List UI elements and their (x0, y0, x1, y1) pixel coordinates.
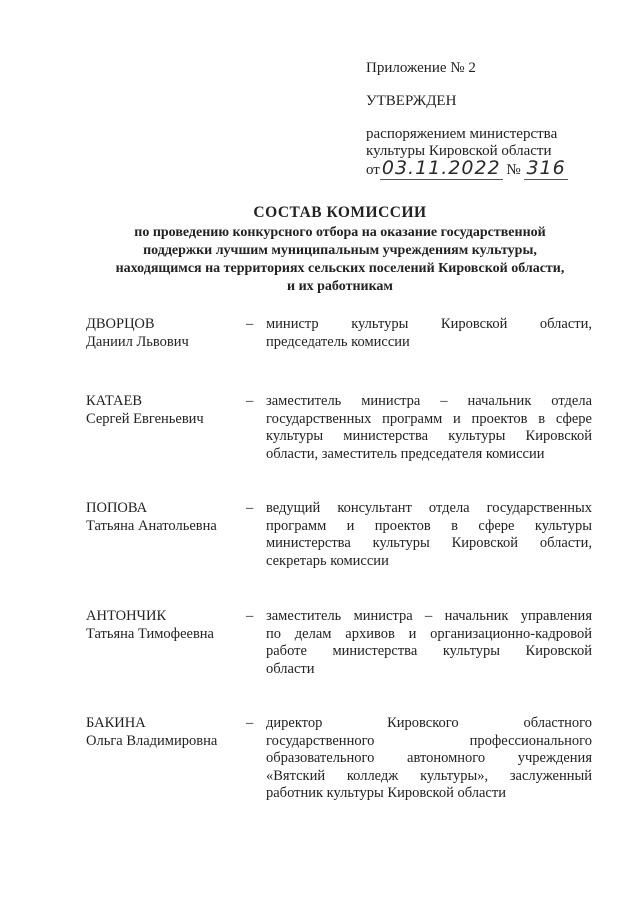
member-role (266, 316, 592, 351)
order-date-line (366, 157, 606, 179)
title-line-3: находящимся на территориях сельских поселений Кировской области, (115, 261, 565, 276)
role-line: председатель комиссии (266, 333, 410, 350)
role-line: образовательного автономного учреждения (266, 750, 592, 766)
approved-label: УТВЕРЖДЕН (366, 93, 457, 109)
member-dash: – (246, 608, 254, 624)
title-line-4: и их работникам (287, 279, 393, 294)
role-line: области (266, 660, 315, 677)
member-role (266, 500, 592, 570)
role-line: директор Кировского областного (266, 715, 592, 731)
member-surname: БАКИНА (86, 715, 146, 731)
member-name (86, 316, 236, 351)
order-line-2: культуры Кировской области (366, 143, 552, 159)
member-given-name: Даниил Львович (86, 333, 189, 350)
role-line: по делам архивов и организационно-кадровой (266, 625, 592, 642)
appendix-label: Приложение № 2 (366, 60, 476, 76)
title-line-2: поддержки лучшим муниципальным учреждениям культуры, (143, 243, 537, 258)
member-surname: ДВОРЦОВ (86, 316, 155, 332)
role-line: ведущий консультант отдела государственных (266, 500, 592, 516)
title-line-1: по проведению конкурсного отбора на оказание государственной (134, 225, 546, 240)
order-line-1: распоряжением министерства (366, 126, 558, 142)
member-name (86, 608, 236, 643)
member-name (86, 715, 236, 750)
member-given-name: Ольга Владимировна (86, 732, 218, 749)
member-dash: – (246, 393, 254, 409)
member-dash: – (246, 316, 254, 332)
member-name (86, 393, 236, 428)
role-line: секретарь комиссии (266, 552, 389, 569)
member-surname: КАТАЕВ (86, 393, 143, 409)
role-line: культуры министерства культуры Кировской (266, 428, 592, 444)
role-line: министр культуры Кировской области, (266, 316, 592, 332)
role-line: «Вятский колледж культуры», заслуженный (266, 767, 592, 784)
member-name (86, 500, 236, 535)
member-given-name: Татьяна Анатольевна (86, 517, 217, 534)
member-dash: – (246, 715, 254, 731)
member-role (266, 393, 592, 463)
member-surname: ПОПОВА (86, 500, 148, 516)
role-line: заместитель министра – начальник управления (266, 608, 592, 624)
role-line: программ и проектов в сфере культуры (266, 517, 592, 534)
approval-block (366, 60, 606, 179)
role-line: работе министерства культуры Кировской (266, 643, 592, 659)
date-prefix: от (366, 162, 380, 178)
member-role (266, 715, 592, 803)
member-given-name: Татьяна Тимофеевна (86, 625, 214, 642)
role-line: заместитель министра – начальник отдела (266, 393, 592, 409)
title-heading: СОСТАВ КОМИССИИ (253, 204, 427, 221)
member-given-name: Сергей Евгеньевич (86, 410, 204, 427)
handwritten-date: 03.11.2022 (381, 157, 501, 179)
role-line: области, заместитель председателя комиссии (266, 445, 545, 462)
member-surname: АНТОНЧИК (86, 608, 167, 624)
member-role (266, 608, 592, 678)
role-line: министерства культуры Кировской области, (266, 535, 592, 551)
role-line: государственного профессионального (266, 732, 592, 749)
member-dash: – (246, 500, 254, 516)
role-line: государственных программ и проектов в сфере (266, 410, 592, 427)
document-title (78, 204, 602, 296)
role-line: работник культуры Кировской области (266, 785, 506, 801)
number-sign: № (506, 162, 521, 178)
handwritten-number: 316 (526, 157, 566, 179)
